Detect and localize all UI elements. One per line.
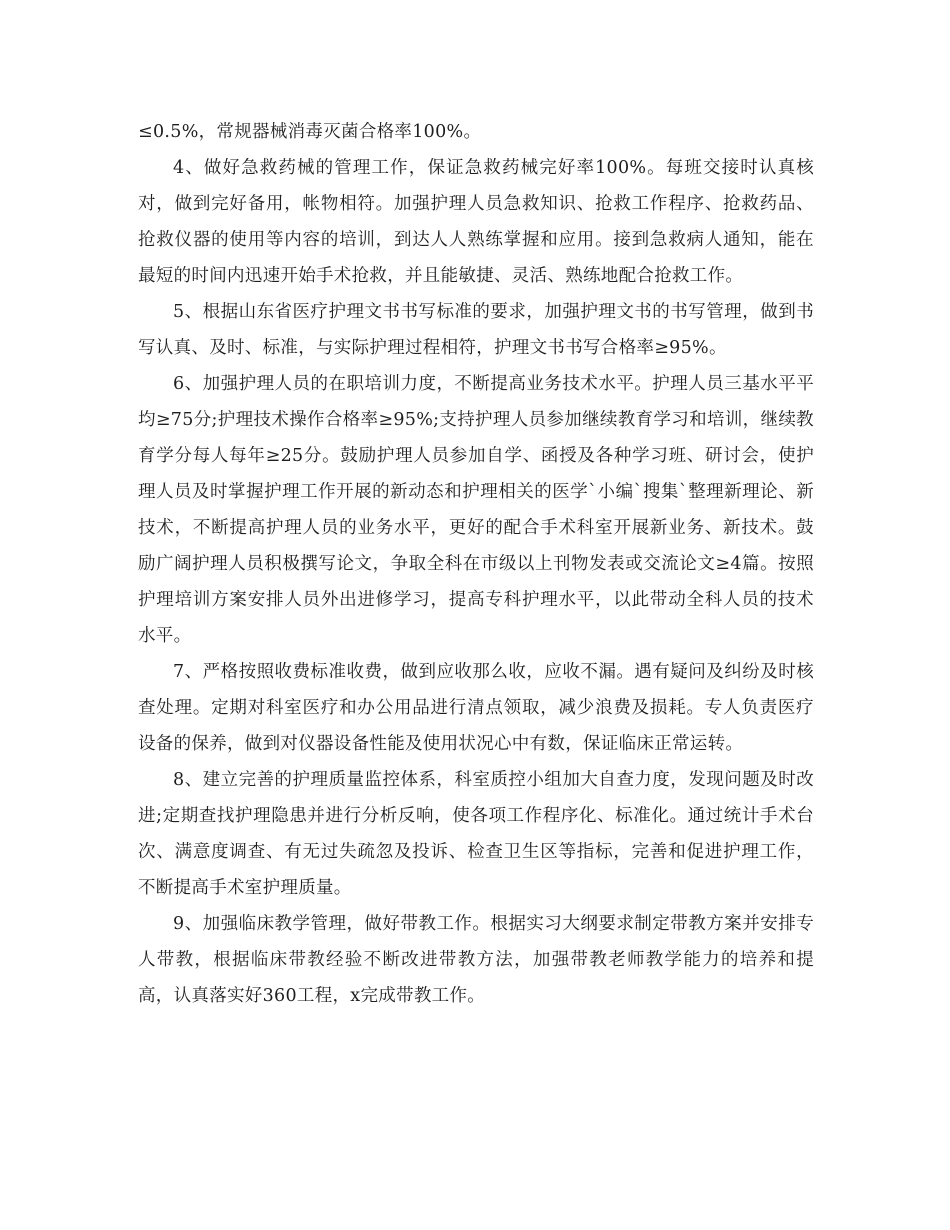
paragraph-item-4: 4、做好急救药械的管理工作，保证急救药械完好率100%。每班交接时认真核对，做到完好备用，帐物相符。加强护理人员急救知识、抢救工作程序、抢救药品、抢救仪器的使用等内容的培训，到达人人熟练掌握和应用。接到急救病人通知，能在最短的时间内迅速开始手术抢救，并且能敏捷、灵活、熟练地配合抢救工作。 <box>138 158 814 286</box>
paragraph-item-7: 7、严格按照收费标准收费，做到应收那么收，应收不漏。遇有疑问及纠纷及时核查处理。定期对科室医疗和办公用品进行清点领取，减少浪费及损耗。专人负责医疗设备的保养，做到对仪器设备性能及使用状况心中有数，保证临床正常运转。 <box>138 662 814 754</box>
paragraph-continuation: ≤0.5%，常规器械消毒灭菌合格率100%。 <box>138 122 482 142</box>
paragraph-item-6: 6、加强护理人员的在职培训力度，不断提高业务技术水平。护理人员三基水平平均≥75分;护理技术操作合格率≥95%;支持护理人员参加继续教育学习和培训，继续教育学分每人每年≥25分。鼓励护理人员参加自学、函授及各种学习班、研讨会，使护理人员及时掌握护理工作开展的新动态和护理相关的医学`小编`搜集`整理新理论、新技术，不断提高护理人员的业务水平，更好的配合手术科室开展新业务、新技术。鼓励广阔护理人员积极撰写论文，争取全科在市级以上刊物发表或交流论文≥4篇。按照护理培训方案安排人员外出进修学习，提高专科护理水平，以此带动全科人员的技术水平。 <box>138 374 814 646</box>
document-body <box>138 114 814 1014</box>
paragraph-item-8: 8、建立完善的护理质量监控体系，科室质控小组加大自查力度，发现问题及时改进;定期查找护理隐患并进行分析反响，使各项工作程序化、标准化。通过统计手术台次、满意度调查、有无过失疏忽及投诉、检查卫生区等指标，完善和促进护理工作，不断提高手术室护理质量。 <box>138 770 814 898</box>
paragraph-item-9: 9、加强临床教学管理，做好带教工作。根据实习大纲要求制定带教方案并安排专人带教，根据临床带教经验不断改进带教方法，加强带教老师教学能力的培养和提高，认真落实好360工程，x完成带教工作。 <box>138 914 814 1006</box>
paragraph-item-5: 5、根据山东省医疗护理文书书写标准的要求，加强护理文书的书写管理，做到书写认真、及时、标准，与实际护理过程相符，护理文书书写合格率≥95%。 <box>138 302 814 358</box>
